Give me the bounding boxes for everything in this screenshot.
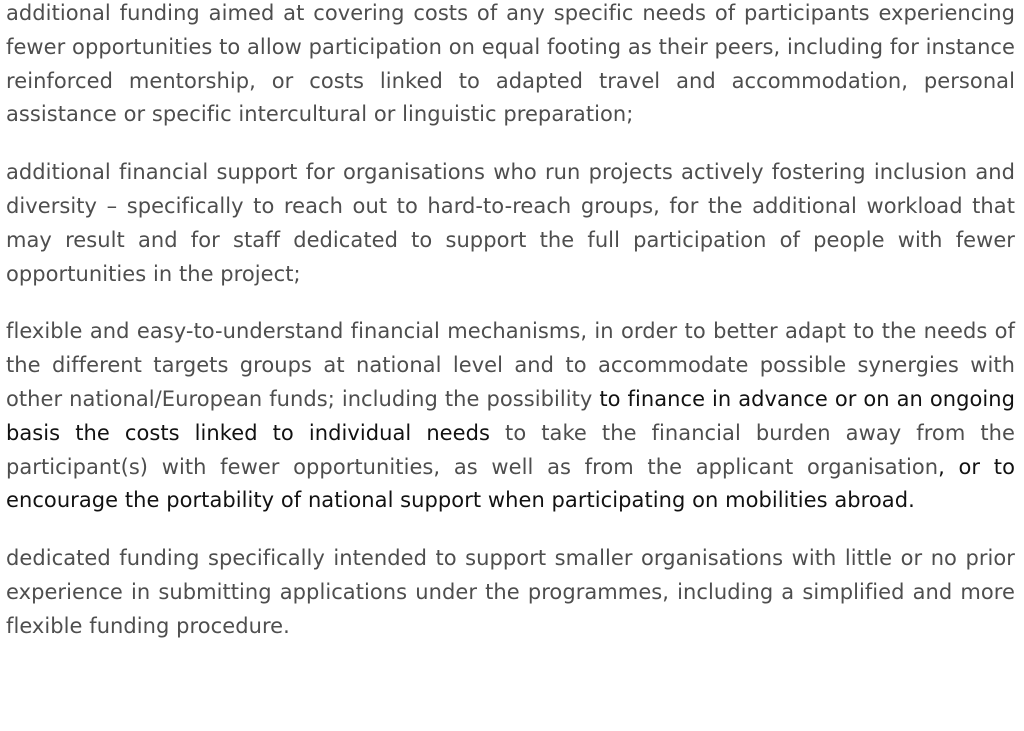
paragraph-financial-support <box>6 156 1015 291</box>
text-segment: flexible and easy-to-understand financial mechanisms, in order to better adapt to the needs of the different targets groups at national level and to accommodate possible synergies with other national/European funds; including the possibility <box>6 319 1015 411</box>
paragraph-dedicated-funding <box>6 542 1015 643</box>
text-segment: additional funding aimed at covering costs of any specific needs of participants experiencing fewer opportunities to allow participation on equal footing as their peers, including for instance reinforced mentorship, or costs linked to adapted travel and accommodation, personal assistance or specific intercultural or linguistic preparation; <box>6 1 1015 127</box>
text-segment: to take the financial burden away from the participant(s) with fewer opportunities, as well as from the applicant organisation <box>6 420 1015 479</box>
paragraph-additional-funding <box>6 0 1015 132</box>
text-segment: additional financial support for organisations who run projects actively fostering inclusion and diversity – specifically to reach out to hard-to-reach groups, for the additional workload that may result and for staff dedicated to support the full participation of people with fewer opportunities in the project; <box>6 160 1015 286</box>
paragraph-financial-mechanisms <box>6 315 1015 518</box>
text-segment-emphasis: to finance in advance or on an ongoing basis the costs linked to individual needs <box>6 386 1016 445</box>
text-segment-emphasis: , or to encourage the portability of national support when participating on mobilities abroad. <box>6 454 1015 513</box>
text-segment: dedicated funding specifically intended to support smaller organisations with little or no prior experience in submitting applications under the programmes, including a simplified and more flexible funding procedure. <box>6 546 1015 638</box>
